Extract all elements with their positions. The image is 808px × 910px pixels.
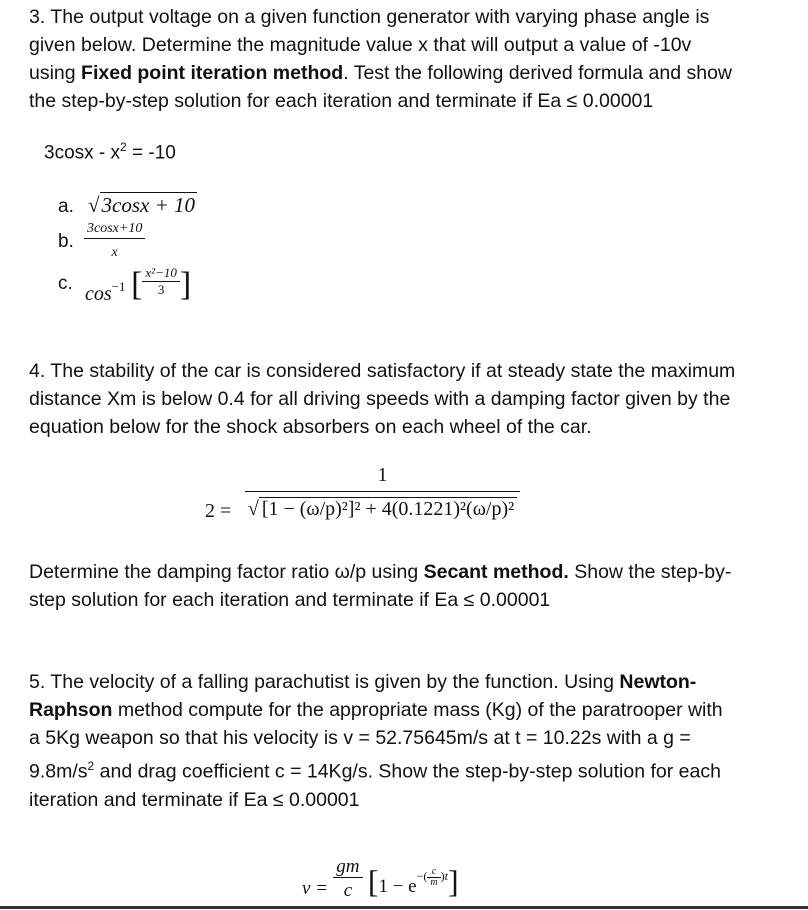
q4-line-2: distance Xm is below 0.4 for all driving speeds with a damping factor given by the: [29, 388, 731, 410]
right-bracket: ]: [179, 266, 192, 303]
q3-method-name: Fixed point iteration method: [81, 62, 344, 84]
q3-line-3: using Fixed point iteration method. Test the following derived formula and show: [29, 62, 732, 84]
q3-line-4: the step-by-step solution for each iteration and terminate if Ea ≤ 0.00001: [29, 90, 654, 112]
q3-option-a-formula: [88, 193, 197, 218]
q4-instr-line-1: Determine the damping factor ratio ω/p using Secant method. Show the step-by-: [29, 561, 732, 583]
q5-paragraph: [29, 668, 789, 814]
sqrt-sign: √: [88, 193, 100, 217]
q3-line-2: given below. Determine the magnitude value x that will output a value of -10v: [29, 34, 692, 56]
q3-option-b-fraction: $\frac{3\cos x+10}{x}$: [84, 220, 145, 262]
q3-option-c: c.: [58, 273, 73, 294]
q5-line-4: $9.8m/s^2$ and drag coefficient c = 14Kg/s. Show the step-by-step solution for each: [29, 759, 721, 783]
q3-paragraph: [29, 3, 789, 115]
q3-option-c-formula: cos−1 [ $\frac{\text{x²−10}}{3}$ ]: [85, 265, 192, 305]
left-bracket: [: [131, 266, 143, 303]
q4-line-1: 4. The stability of the car is considered satisfactory if at steady state the maximum: [29, 360, 736, 382]
q5-line-1: 5. The velocity of a falling parachutist is given by the function. Using Newton-: [29, 671, 697, 693]
q5-line-3: a 5Kg weapon so that his velocity is v = 52.75645m/s at t = 10.22s with a g =: [29, 727, 691, 749]
q5-line-5: iteration and terminate if Ea ≤ 0.00001: [29, 788, 360, 811]
q3-option-b: b.: [58, 231, 74, 252]
q3-line-1: 3. The output voltage on a given function generator with varying phase angle is: [29, 6, 710, 28]
q5-equation: v = $\frac{gm}{c}$ $[1 - e^{-( \frac{c}{m} )t}]$: [302, 855, 459, 901]
q4-equation: 2 = $\frac{1}{\text{√ [1 − (ω/p)²]² + 4(0.1221)²(ω/p)²}}$: [205, 462, 520, 522]
page-bottom-border: [0, 906, 808, 909]
q5-line-2: Raphson method compute for the appropriate mass (Kg) of the paratrooper with: [29, 699, 723, 721]
q3-option-a: a.: [58, 196, 74, 217]
left-bracket: [: [367, 863, 379, 899]
q4-paragraph: [29, 357, 789, 441]
q4-method-name: Secant method.: [423, 561, 569, 583]
right-bracket: ]: [447, 863, 459, 899]
q3-option-a-radicand: 3cosx + 10: [101, 193, 196, 217]
q4-instructions: [29, 558, 789, 614]
q3-equation: $3\cos x - x^2 = -10$: [44, 140, 176, 164]
q5-method-name: Raphson: [29, 699, 113, 721]
q4-radicand: [1 − (ω/p)²]² + 4(0.1221)²(ω/p)²: [259, 497, 517, 520]
q4-instr-line-2: step solution for each iteration and terminate if Ea ≤ 0.00001: [29, 589, 551, 611]
q4-line-3: equation below for the shock absorbers on each wheel of the car.: [29, 416, 592, 438]
sqrt-sign: √: [247, 498, 259, 520]
